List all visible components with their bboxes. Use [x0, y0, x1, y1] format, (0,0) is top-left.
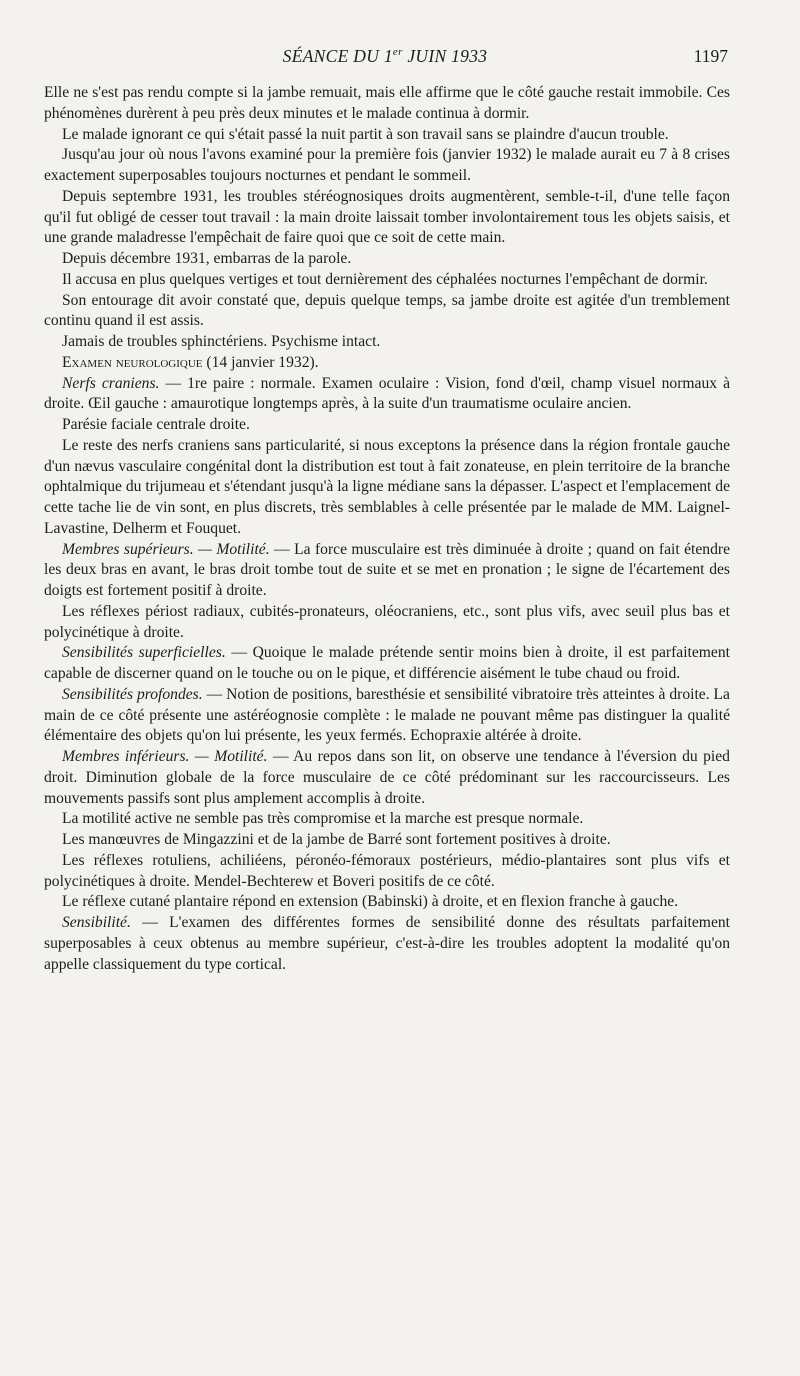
paragraph — [44, 249, 730, 270]
paragraph-text: — Quoique le malade prétende sentir moins bien à droite, il est parfaitement capable de discerner quand on le touche ou on le pique, et différencie aisément le tube chaud ou froid. — [44, 644, 730, 682]
paragraph — [44, 291, 730, 333]
paragraph — [44, 851, 730, 893]
paragraph — [44, 436, 730, 540]
paragraph — [44, 643, 730, 685]
paragraph-text: Depuis décembre 1931, embarras de la parole. — [62, 250, 352, 267]
paragraph — [44, 830, 730, 851]
paragraph-lead: Membres inférieurs. — Motilité. — [62, 748, 268, 765]
paragraph — [44, 685, 730, 747]
paragraph-text: Les réflexes périost radiaux, cubités-pronateurs, oléocraniens, etc., sont plus vifs, avec seuil plus bas et polycinétique à droite. — [44, 602, 730, 641]
paragraph — [44, 374, 730, 416]
page-header — [0, 46, 800, 72]
paragraph-text: Les manœuvres de Mingazzini et de la jambe de Barré sont fortement positives à droite. — [62, 831, 611, 848]
paragraph-text: Le réflexe cutané plantaire répond en extension (Babinski) à droite, et en flexion franche à gauche. — [62, 893, 679, 911]
paragraph-text: Le malade ignorant ce qui s'était passé la nuit partit à son travail sans se plaindre d'aucun trouble. — [62, 125, 669, 143]
paragraph-text: Depuis septembre 1931, les troubles stéréognosiques droits augmentèrent, semble-t-il, d'une telle façon qu'il fut obligé de cesser tout travail : la main droite laissait tomber involontairement tous les objets saisis, et une grande maladresse l'empêchait de faire quoi que ce soit de cette main. — [44, 187, 730, 247]
paragraph-text: Jamais de troubles sphinctériens. Psychisme intact. — [62, 333, 381, 350]
paragraph — [44, 602, 730, 644]
paragraph-lead: Membres supérieurs. — Motilité. — [62, 540, 270, 558]
paragraph-text: Le reste des nerfs craniens sans particularité, si nous exceptons la présence dans la région frontale gauche d'un nævus vasculaire congénital dont la distribution est tout à fait zonateuse, en plein territoire de la branche ophtalmique du trijumeau et s'étendant jusqu'à la ligne médiane sans la dépasser. L'aspect et l'emplacement de cette tache lie de vin sont, en plus discrets, très semblables à celle présentée par le malade de MM. Laignel-Lavastine, Delherm et Fouquet. — [44, 436, 730, 537]
paragraph — [44, 415, 730, 436]
paragraph — [44, 353, 730, 374]
paragraph — [44, 809, 730, 830]
paragraph-text: — L'examen des différentes formes de sensibilité donne des résultats parfaitement superposables à ceux obtenus au membre supérieur, c'est-à-dire les troubles adoptent la modalité qu'on appelle classiquement du type cortical. — [44, 914, 730, 973]
running-title-part2: JUIN 1933 — [402, 46, 488, 66]
paragraph-text: — Au repos dans son lit, on observe une tendance à l'éversion du pied droit. Diminution globale de la force musculaire de ce côté prédominant sur les raccourcisseurs. Les mouvements passifs sont plus amplement accomplis à droite. — [44, 748, 730, 807]
paragraph-lead: Examen neurologique — [62, 353, 203, 371]
paragraph-text: Elle ne s'est pas rendu compte si la jambe remuait, mais elle affirme que le côté gauche restait immobile. Ces phénomènes durèrent à peu près deux minutes et le malade continua à dormir. — [44, 84, 730, 122]
paragraph — [44, 145, 730, 187]
page-number: 1197 — [693, 46, 728, 66]
paragraph-lead: Sensibilités profondes. — [62, 685, 203, 703]
paragraph — [44, 913, 730, 975]
running-title-part1: SÉANCE DU 1 — [282, 46, 393, 66]
paragraph — [44, 83, 730, 125]
paragraph-lead: Sensibilité. — [62, 914, 131, 931]
body-text — [44, 83, 730, 975]
paragraph — [44, 332, 730, 353]
paragraph-text: Jusqu'au jour où nous l'avons examiné pour la première fois (janvier 1932) le malade aurait eu 7 à 8 crises exactement superposables toujours nocturnes et pendant le sommeil. — [44, 146, 730, 184]
paragraph — [44, 270, 730, 291]
paragraph-text: (14 janvier 1932). — [202, 353, 319, 371]
paragraph-text: — La force musculaire est très diminuée à droite ; quand on fait étendre les deux bras en avant, le bras droit tombe tout de suite et se met en pronation ; le signe de l'écartement des doigts est fortement positif à droite. — [44, 540, 730, 599]
paragraph-text: Il accusa en plus quelques vertiges et tout dernièrement des céphalées nocturnes l'empêchant de dormir. — [62, 270, 708, 288]
paragraph — [44, 125, 730, 146]
paragraph — [44, 892, 730, 913]
paragraph-text: Son entourage dit avoir constaté que, depuis quelque temps, sa jambe droite est agitée d'un tremblement continu quand il est assis. — [44, 291, 730, 330]
paragraph-text: La motilité active ne semble pas très compromise et la marche est presque normale. — [62, 810, 584, 828]
paragraph-text: — Notion de positions, baresthésie et sensibilité vibratoire très atteintes à droite. La main de ce côté présente une astéréognosie complète : le malade ne pouvant même pas distinguer la qualité élémentaire des objets qu'on lui présente, les yeux fermés. Echopraxie altérée à droite. — [44, 685, 730, 745]
paragraph — [44, 187, 730, 249]
paragraph-lead: Nerfs craniens. — [62, 374, 160, 392]
paragraph-lead: Sensibilités superficielles. — [62, 644, 226, 662]
running-title-superscript: er — [392, 46, 403, 59]
paragraph-text: Parésie faciale centrale droite. — [62, 416, 250, 433]
running-title — [0, 46, 770, 67]
paragraph — [44, 540, 730, 602]
paragraph-text: — 1re paire : normale. Examen oculaire : Vision, fond d'œil, champ visuel normaux à droite. Œil gauche : amaurotique longtemps après, à la suite d'un traumatisme oculaire ancien. — [44, 374, 730, 413]
paragraph-text: Les réflexes rotuliens, achiliéens, péronéo-fémoraux postérieurs, médio-plantaires sont plus vifs et polycinétiques à droite. Mendel-Bechterew et Boveri positifs de ce côté. — [44, 851, 730, 890]
paragraph — [44, 747, 730, 809]
